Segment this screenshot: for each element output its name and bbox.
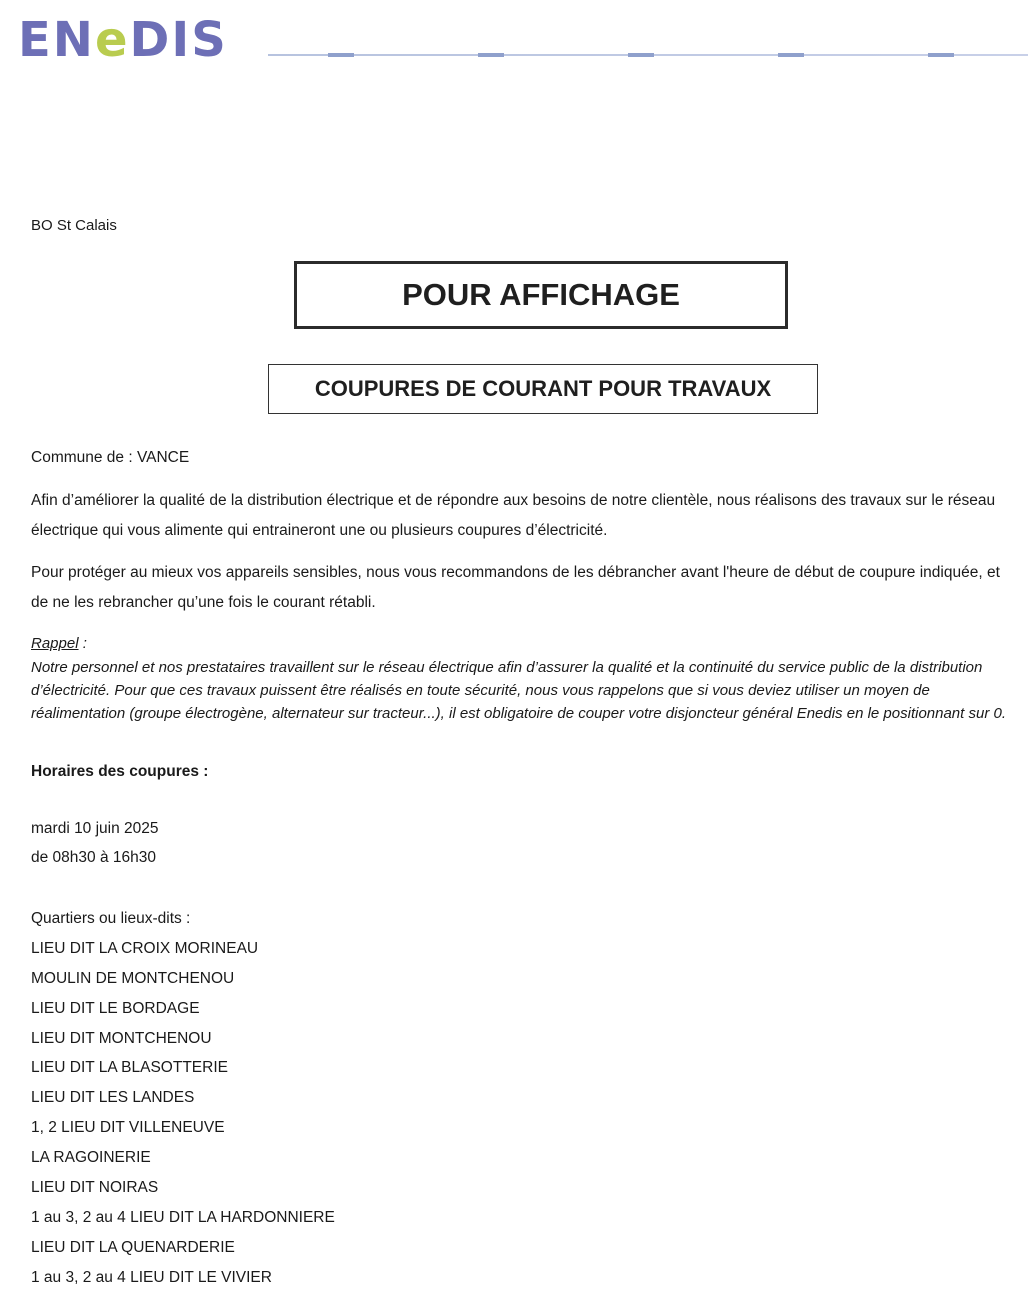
location-item: 1, 2 LIEU DIT VILLENEUVE [31,1119,225,1137]
page-title: POUR AFFICHAGE [402,277,680,312]
enedis-logo: ENeDIS [18,12,228,68]
location-item: LIEU DIT NOIRAS [31,1179,159,1197]
location-item: MOULIN DE MONTCHENOU [31,969,235,987]
page-subtitle: COUPURES DE COURANT POUR TRAVAUX [314,376,772,401]
location-item: LA RAGOINERIE [31,1149,151,1167]
outage-date: mardi 10 juin 2025 [31,820,159,837]
intro-paragraph: Afin d’améliorer la qualité de la distribution électrique et de répondre aux besoins de notre clientèle, nous réalisons des travaux sur le réseau électrique qui vous alimente qui entraineront une ou plusieurs coupures d’électricité. [31,492,996,539]
locations-list [31,908,335,1297]
rappel-text: Notre personnel et nos prestataires travaillent sur le réseau électrique afin d’assurer la qualité et la continuité du service public de la distribution d’électricité. Pour que ces travaux puissent être réalisés en toute sécurité, nous vous rappelons que si vous deviez utiliser un moyen de réalimentation (groupe électrogène, alternateur sur tracteur...), il est obligatoire de couper votre disjoncteur général Enedis en le positionnant sur 0. [31,659,1006,722]
subtitle-box [268,364,818,414]
header-rule [268,54,1028,56]
location-item: LIEU DIT LA BLASOTTERIE [31,1059,228,1077]
location-item: LIEU DIT LA QUENARDERIE [31,1238,235,1256]
quartiers-heading: Quartiers ou lieux-dits : [31,910,191,927]
location-item: LIEU DIT MONTCHENOU [31,1029,212,1047]
location-item: 1 au 3, 2 au 4 LIEU DIT LA HARDONNIERE [31,1208,335,1226]
location-item: 1 au 3, 2 au 4 LIEU DIT LE VIVIER [31,1268,272,1286]
advice-paragraph: Pour protéger au mieux vos appareils sensibles, nous vous recommandons de les débrancher avant l'heure de début de coupure indiquée, et de ne les rebrancher qu’une fois le courant rétabli. [31,564,1000,611]
commune-line: Commune de : VANCE [31,449,190,466]
rappel-heading: Rappel : [31,635,87,652]
location-item: LIEU DIT LA CROIX MORINEAU [31,939,259,957]
outage-time: de 08h30 à 16h30 [31,849,156,866]
location-item: LIEU DIT LES LANDES [31,1089,195,1107]
horaires-heading: Horaires des coupures : [31,763,209,780]
sender-office: BO St Calais [31,217,117,234]
location-item: LIEU DIT LE BORDAGE [31,999,200,1017]
title-box [294,261,788,329]
